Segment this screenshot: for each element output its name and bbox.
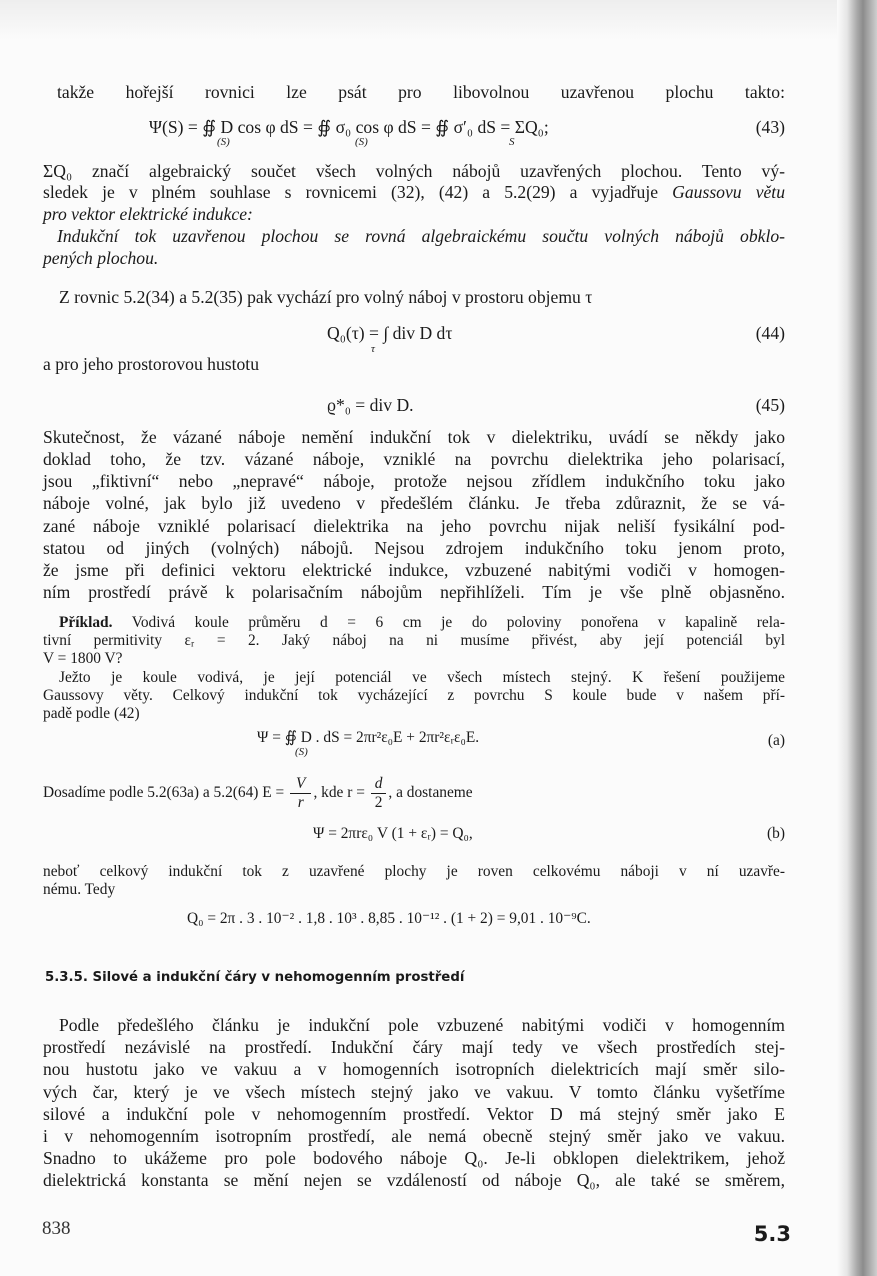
intro-line: takže hořejší rovnici lze psát pro libovolnou uzavřenou plochu takto: bbox=[57, 82, 785, 102]
substitution-line bbox=[43, 775, 473, 812]
para1-line-1: ΣQ₀ značí algebraický součet všech volných nábojů uzavřených plochou. Tento vý- bbox=[43, 161, 785, 181]
para6-line-6: i v nehomogenním isotropním prostředí, ale nemá obecně stejný směr jako ve vakuu. bbox=[43, 1126, 785, 1146]
example-label: Příklad. bbox=[59, 614, 113, 631]
fraction-denominator: r bbox=[297, 794, 304, 811]
fraction-denominator: 2 bbox=[374, 794, 383, 811]
para5-line-2: nému. Tedy bbox=[43, 881, 116, 898]
equation-45: ϱ*₀ = div D. bbox=[327, 395, 414, 415]
para4-line-7: že jsme při definici vektoru elektrické indukce, vzbuzené nabitými vodiči v homogen- bbox=[43, 560, 785, 580]
example-line-3: V = 1800 V? bbox=[43, 650, 123, 667]
equation-a: Ψ = ∯ D . dS = 2πr²ε₀E + 2πr²εᵣε₀E. bbox=[257, 729, 480, 746]
para3-line: a pro jeho prostorovou hustotu bbox=[43, 354, 259, 374]
para1-line-2 bbox=[43, 181, 785, 203]
para6-line-8: dielektrická konstanta se mění nejen se vzdáleností od náboje Q₀, ale také se směrem, bbox=[43, 1170, 785, 1190]
equation-q0-result: Q₀ = 2π . 3 . 10⁻² . 1,8 . 10³ . 8,85 . 10⁻¹² . (1 + 2) = 9,01 . 10⁻⁹C. bbox=[187, 910, 591, 927]
para4-line-1: Skutečnost, že vázané náboje nemění indukční tok v dielektriku, uvádí se někdy jako bbox=[43, 427, 785, 447]
para1-line-2-text: sledek je v plném souhlase s rovnicemi (32), (42) a 5.2(29) a vyjadřuje bbox=[43, 182, 673, 202]
equation-44: Q₀(τ) = ∫ div D dτ bbox=[327, 323, 453, 343]
theorem-line-1: Indukční tok uzavřenou plochou se rovná algebraickému součtu volných nábojů obklo- bbox=[57, 226, 785, 246]
equation-b: Ψ = 2πrε₀ V (1 + εᵣ) = Q₀, bbox=[313, 825, 473, 842]
fraction-numerator: d bbox=[371, 775, 387, 794]
page-number: 838 bbox=[42, 1218, 71, 1239]
para4-line-8: ním prostředí právě k polarisačním nábojům nepřihlíželi. Tím je vše plně objasněno. bbox=[43, 582, 785, 602]
gauss-theorem-term: Gaussovu větu bbox=[672, 182, 785, 202]
equation-45-number: (45) bbox=[755, 395, 785, 415]
theorem-line-2: pených plochou. bbox=[43, 248, 159, 268]
example-line-4: Ježto je koule vodivá, je její potenciál ve všech místech stejný. K řešení použijeme bbox=[59, 669, 785, 686]
equation-43: Ψ(S) = ∯ D cos φ dS = ∯ σ₀ cos φ dS = ∯ σ′₀ dS = ΣQ₀; bbox=[149, 117, 549, 137]
substitution-middle: , kde r = bbox=[313, 784, 369, 802]
para6-line-1: Podle předešlého článku je indukční pole vzbuzené nabitými vodiči v homogenním bbox=[59, 1015, 785, 1035]
eq43-subscript-3: S bbox=[509, 136, 515, 148]
book-spine-shadow bbox=[837, 0, 877, 1276]
para6-line-4: vých čar, který je ve všech místech stejný jako ve vakuu. V tomto článku vyšetříme bbox=[43, 1082, 785, 1102]
para4-line-6: statou od jiných (volných) nábojů. Nejsou zdrojem indukčního toku jenom proto, bbox=[43, 538, 785, 558]
para2-line: Z rovnic 5.2(34) a 5.2(35) pak vychází pro volný náboj v prostoru objemu τ bbox=[59, 287, 593, 307]
para4-line-5: zané náboje vzniklé polarisací dielektrika na jeho povrchu nijak neliší fysikální pod- bbox=[43, 516, 785, 536]
eqa-subscript: (S) bbox=[295, 746, 308, 758]
example-line-2: tivní permitivity εᵣ = 2. Jaký náboj na ni musíme přivést, aby její potenciál byl bbox=[43, 632, 785, 649]
para5-line-1: neboť celkový indukční tok z uzavřené plochy je roven celkovému náboji v ní uzavře- bbox=[43, 863, 785, 880]
equation-43-number: (43) bbox=[755, 117, 785, 137]
substitution-suffix: , a dostaneme bbox=[388, 784, 473, 802]
fraction-d-over-2 bbox=[371, 775, 387, 812]
para6-line-2: prostředí nezávislé na prostředí. Indukční čáry mají tedy ve všech prostředích stej- bbox=[43, 1037, 785, 1057]
para6-line-7: Snadno to ukážeme pro pole bodového náboje Q₀. Je-li obklopen dielektrikem, jehož bbox=[43, 1148, 785, 1168]
para4-line-3: jsou „fiktivní“ nebo „nepravé“ náboje, protože nejsou zřídlem indukčního toku jako bbox=[43, 471, 785, 491]
para6-line-5: silové a indukční pole v nehomogenním prostředí. Vektor D má stejný směr jako E bbox=[43, 1104, 785, 1124]
para4-line-2: doklad toho, že tzv. vázané náboje, vzniklé na povrchu dielektrika jeho polarisací, bbox=[43, 449, 785, 469]
equation-b-number: (b) bbox=[767, 825, 785, 842]
example-line-6: padě podle (42) bbox=[43, 705, 140, 722]
para1-line-3: pro vektor elektrické indukce: bbox=[43, 204, 253, 224]
eq43-subscript-1: (S) bbox=[217, 136, 230, 148]
eq43-subscript-2: (S) bbox=[355, 136, 368, 148]
section-marker: 5.3 bbox=[753, 1222, 791, 1246]
para6-line-3: nou hustotu jako ve vakuu a v homogenních isotropních dielektricích mají směr silo- bbox=[43, 1059, 785, 1079]
fraction-v-over-r bbox=[290, 775, 311, 812]
example-line-5: Gaussovy věty. Celkový indukční tok vycházející z povrchu S koule bude v našem pří- bbox=[43, 687, 785, 704]
substitution-prefix: Dosadíme podle 5.2(63a) a 5.2(64) E = bbox=[43, 784, 289, 802]
equation-44-number: (44) bbox=[755, 323, 785, 343]
scan-shadow-top bbox=[0, 0, 877, 40]
section-heading: 5.3.5. Silové a indukční čáry v nehomogenním prostředí bbox=[45, 970, 465, 985]
fraction-numerator: V bbox=[290, 775, 311, 794]
example-line-1-text: Vodivá koule průměru d = 6 cm je do poloviny ponořena v kapalině rela- bbox=[112, 614, 785, 631]
para4-line-4: náboje volné, jak bylo již uvedeno v předešlém článku. Je třeba zdůraznit, že se vá- bbox=[43, 493, 785, 513]
equation-a-number: (a) bbox=[767, 732, 785, 749]
eq44-subscript: τ bbox=[371, 343, 375, 355]
